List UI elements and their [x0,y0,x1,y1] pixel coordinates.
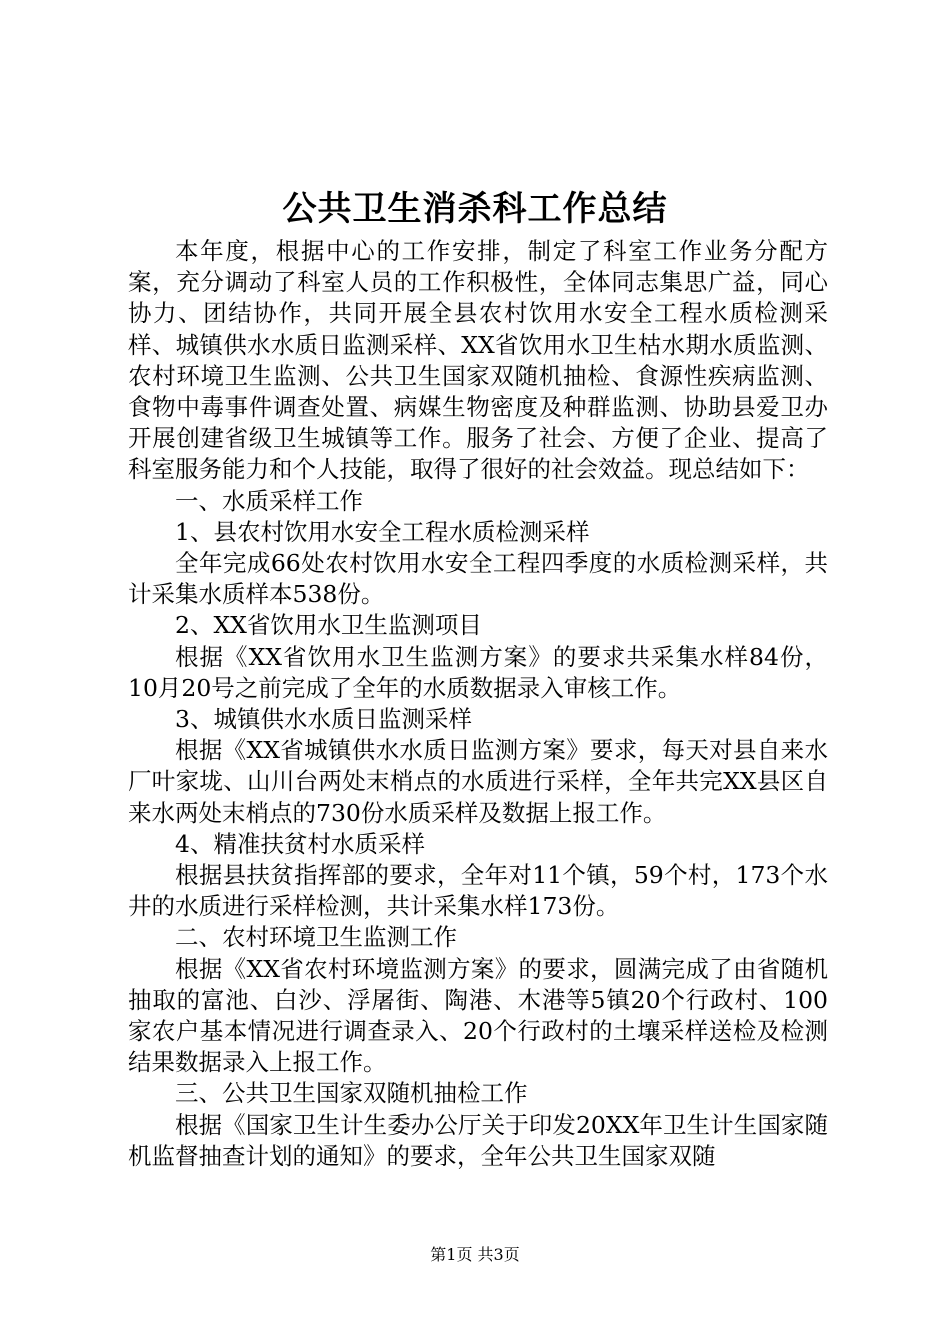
paragraph: 根据县扶贫指挥部的要求，全年对11个镇，59个村，173个水井的水质进行采样检测，共计采集水样173份。 [128,861,828,921]
paragraph: 全年完成66处农村饮用水安全工程四季度的水质检测采样，共计采集水质样本538份。 [128,549,828,609]
subsection-heading: 4、精准扶贫村水质采样 [175,829,425,858]
subsection-heading: 3、城镇供水水质日监测采样 [175,705,472,734]
section-heading: 三、公共卫生国家双随机抽检工作 [175,1079,528,1108]
paragraph: 根据《XX省饮用水卫生监测方案》的要求共采集水样84份，10月20号之前完成了全年的水质数据录入审核工作。 [128,642,828,702]
subsection-heading: 2、XX省饮用水卫生监测项目 [175,611,482,640]
document-body [128,236,828,1172]
section-heading: 二、农村环境卫生监测工作 [175,923,457,952]
section-heading: 一、水质采样工作 [175,486,363,515]
page-footer: 第1页 共3页 [430,1245,520,1264]
document-title: 公共卫生消杀科工作总结 [282,189,668,229]
paragraph: 根据《XX省城镇供水水质日监测方案》要求，每天对县自来水厂叶家垅、山川台两处末梢点的水质进行采样，全年共完XX县区自来水两处末梢点的730份水质采样及数据上报工作。 [128,736,828,827]
paragraph: 根据《XX省农村环境监测方案》的要求，圆满完成了由省随机抽取的富池、白沙、浮屠街、陶港、木港等5镇20个行政村、100家农户基本情况进行调查录入、20个行政村的土壤采样送检及检测结果数据录入上报工作。 [128,954,828,1077]
paragraph: 根据《国家卫生计生委办公厅关于印发20XX年卫生计生国家随机监督抽查计划的通知》的要求，全年公共卫生国家双随 [128,1110,828,1170]
subsection-heading: 1、县农村饮用水安全工程水质检测采样 [175,517,590,546]
paragraph-intro: 本年度，根据中心的工作安排，制定了科室工作业务分配方案，充分调动了科室人员的工作积极性，全体同志集思广益，同心协力、团结协作，共同开展全县农村饮用水安全工程水质检测采样、城镇供水水质日监测采样、XX省饮用水卫生枯水期水质监测、农村环境卫生监测、公共卫生国家双随机抽检、食源性疾病监测、食物中毒事件调查处置、病媒生物密度及种群监测、协助县爱卫办开展创建省级卫生城镇等工作。服务了社会、方便了企业、提高了科室服务能力和个人技能，取得了很好的社会效益。现总结如下： [128,237,828,484]
